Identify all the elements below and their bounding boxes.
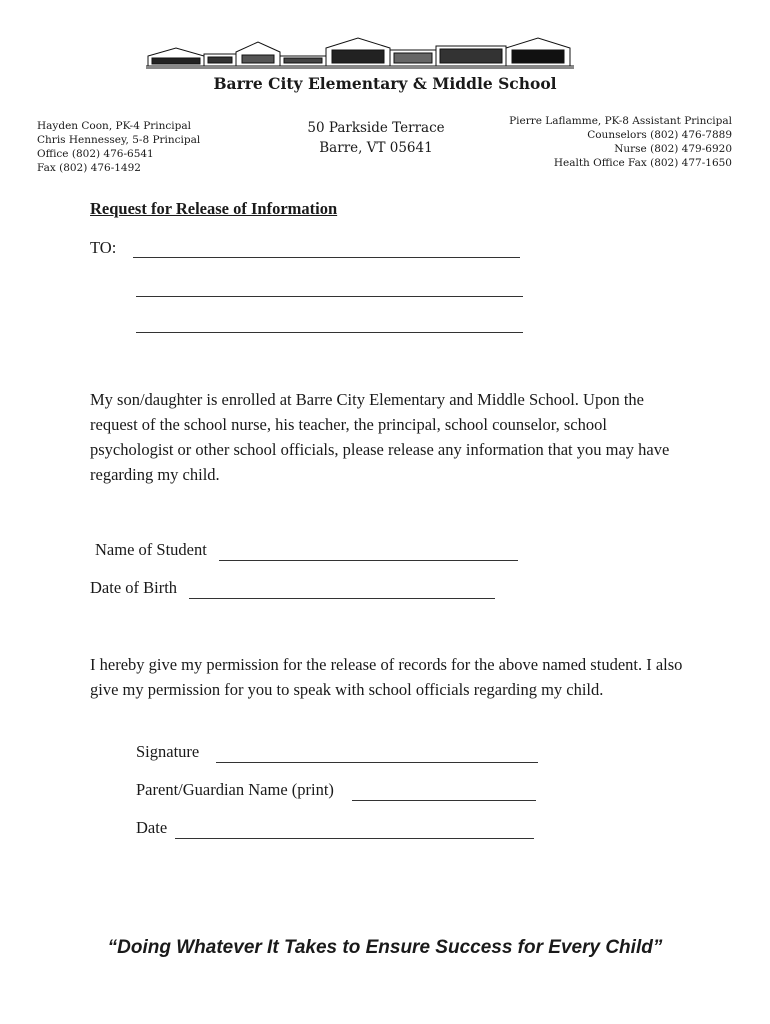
office-phone: Office (802) 476-6541: [37, 148, 154, 160]
school-motto: “Doing Whatever It Takes to Ensure Success for Every Child”: [107, 937, 663, 958]
school-building-logo: [146, 36, 574, 74]
signature-line[interactable]: [216, 748, 538, 763]
nurse-phone: Nurse (802) 479-6920: [614, 143, 732, 155]
to-label: TO:: [90, 238, 117, 257]
to-field: [90, 238, 116, 258]
health-office-fax: Health Office Fax (802) 477-1650: [553, 157, 732, 169]
to-line-1[interactable]: [133, 243, 520, 258]
left-header-contact: [37, 119, 200, 175]
counselors-phone: Counselors (802) 476-7889: [587, 129, 732, 141]
date-label: Date: [136, 818, 168, 837]
to-line-3[interactable]: [136, 318, 523, 333]
form-title: Request for Release of Information: [90, 199, 338, 218]
guardian-name-line[interactable]: [352, 786, 536, 801]
signature-label: Signature: [136, 742, 200, 761]
permission-paragraph: I hereby give my permission for the release of records for the above named student. I also give my permission for you to speak with school officials regarding my child.: [90, 655, 683, 699]
principal-pk4: Hayden Coon, PK-4 Principal: [37, 120, 191, 132]
date-line[interactable]: [175, 824, 534, 839]
school-address: [276, 118, 476, 158]
right-header-contact: [509, 114, 732, 170]
enrollment-paragraph: My son/daughter is enrolled at Barre City Elementary and Middle School. Upon the request of the school nurse, his teacher, the principal, school counselor, school psychologist or other school officials, please release any information that you may have regarding my child.: [90, 390, 670, 484]
to-line-2[interactable]: [136, 282, 523, 297]
guardian-name-label: Parent/Guardian Name (print): [136, 780, 334, 799]
dob-label: Date of Birth: [90, 578, 178, 597]
address-city: Barre, VT 05641: [319, 140, 433, 156]
dob-line[interactable]: [189, 584, 495, 599]
assistant-principal: Pierre Laflamme, PK-8 Assistant Principal: [509, 115, 732, 127]
school-name: Barre City Elementary & Middle School: [213, 74, 557, 93]
principal-5-8: Chris Hennessey, 5-8 Principal: [37, 134, 201, 146]
office-fax: Fax (802) 476-1492: [37, 162, 141, 174]
student-name-line[interactable]: [219, 546, 518, 561]
student-name-label: Name of Student: [95, 540, 207, 559]
address-street: 50 Parkside Terrace: [307, 120, 445, 136]
